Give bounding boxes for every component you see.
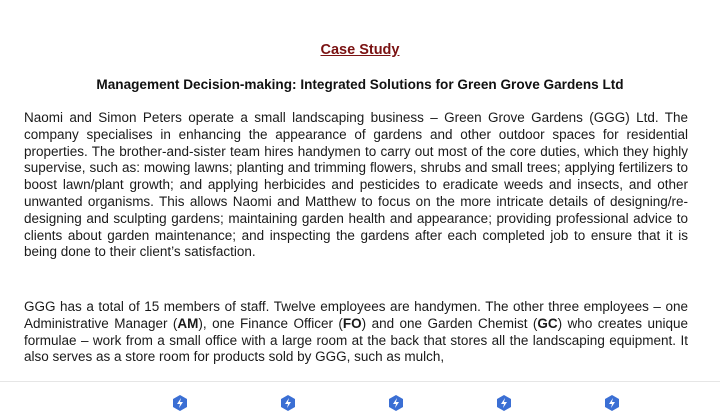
- paragraph-intro: Naomi and Simon Peters operate a small landscaping business – Green Grove Gardens (GGG) Ltd. The company specialises in enhancing the appearance of gardens and other outdoor spaces for residential properties. The brother-and-sister team hires handymen to carry out most of the core duties, which they highly supervise, such as: mowing lawns; planting and trimming flowers, shrubs and small trees; applying fertilizers to boost lawn/plant growth; and applying herbicides and pesticides to eradicate weeds and insects, and other unwanted organisms. This allows Naomi and Matthew to focus on the more intricate details of designing/re-designing and sculpting gardens; maintaining garden health and appearance; providing professional advice to clients about garden maintenance; and inspecting the gardens after each completed job to ensure that it is being done to their client’s satisfaction.: [24, 110, 688, 260]
- abbr-am: AM: [177, 315, 199, 331]
- document-heading: Management Decision-making: Integrated Solutions for Green Grove Gardens Ltd: [96, 77, 624, 92]
- bolt-badge-icon[interactable]: [387, 394, 405, 412]
- paragraph-staff-text-2: ), one Finance Officer (: [198, 315, 343, 331]
- paragraph-staff: [24, 299, 688, 366]
- case-study-title: Case Study: [320, 42, 400, 58]
- abbr-fo: FO: [342, 315, 362, 331]
- bolt-badge-icon[interactable]: [171, 394, 189, 412]
- paragraph-staff-text-4: ) who creates unique formulae – work from a small office with a large room at the back that stores all the landscaping equipment. It also serves as a store room for products sold by GGG, such as mulch,: [24, 315, 688, 365]
- bolt-badge-icon[interactable]: [603, 394, 621, 412]
- abbr-gc: GC: [537, 315, 558, 331]
- bolt-badge-icon[interactable]: [495, 394, 513, 412]
- bolt-badge-icon[interactable]: [279, 394, 297, 412]
- paragraph-staff-text-3: ) and one Garden Chemist (: [361, 315, 538, 331]
- paragraph-staff-text-1: GGG has a total of 15 members of staff. Twelve employees are handymen. The other three employees – one Administrative Manager (: [24, 299, 688, 331]
- bottom-toolbar: [0, 382, 720, 406]
